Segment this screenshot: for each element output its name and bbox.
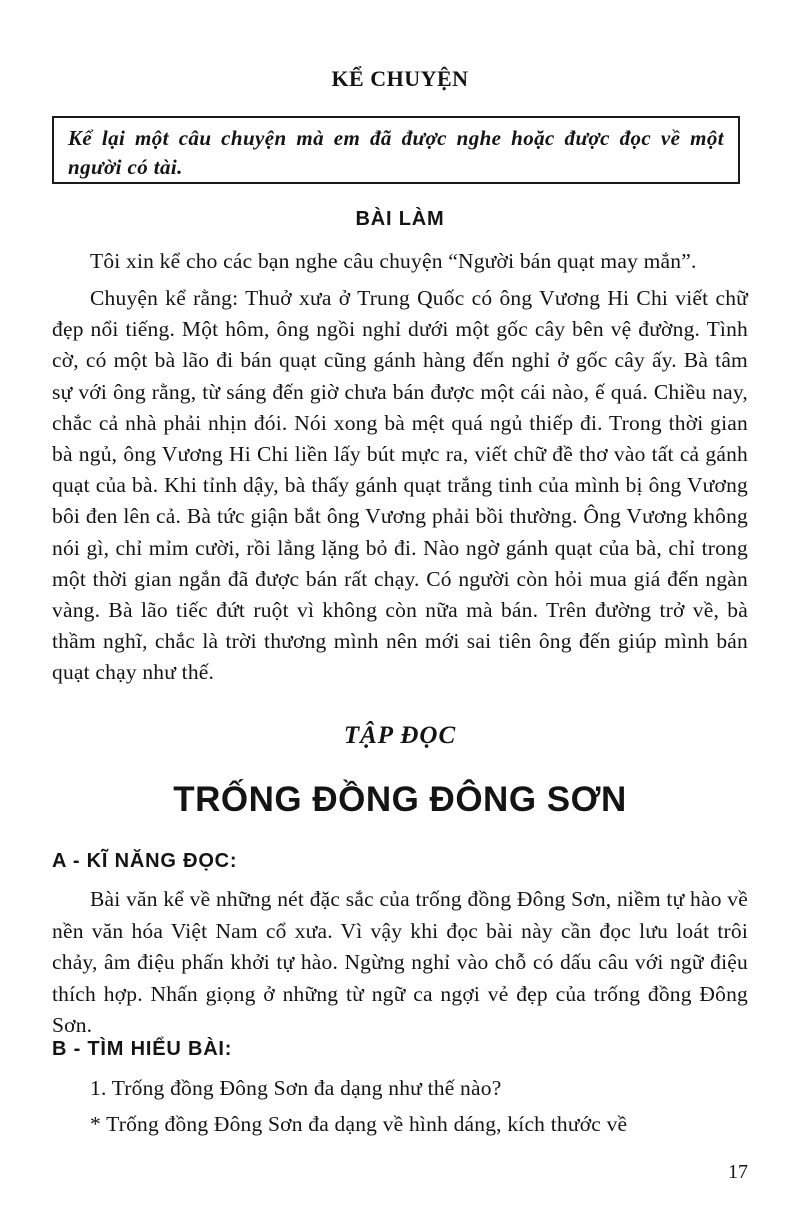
story-body-paragraph: Chuyện kể rằng: Thuở xưa ở Trung Quốc có ông Vương Hi Chi viết chữ đẹp nổi tiếng. Một hôm, ông ngồi nghỉ dưới một gốc cây bên vệ đường. Tình cờ, có một bà lão đi bán quạt cũng gánh hàng đến nghỉ ở gốc cây ấy. Bà tâm sự với ông rằng, từ sáng đến giờ chưa bán được một cái nào, ế quá. Chiều nay, chắc cả nhà phải nhịn đói. Nói xong bà mệt quá ngủ thiếp đi. Trong thời gian bà ngủ, ông Vương Hi Chi liền lấy bút mực ra, viết chữ đề thơ vào tất cả gánh quạt của bà. Khi tỉnh dậy, bà thấy gánh quạt trắng tinh của mình bị ông Vương bôi đen lên cả. Bà tức giận bắt ông Vương phải bồi thường. Ông Vương không nói gì, chỉ mỉm cười, rồi lẳng lặng bỏ đi. Nào ngờ gánh quạt của bà, chỉ trong một thời gian ngắn đã được bán rất chạy. Có người còn hỏi mua giá đến ngàn vàng. Bà lão tiếc đứt ruột vì không còn nữa mà bán. Trên đường trở về, bà thầm nghĩ, chắc là trời thương mình nên mới sai tiên ông đến giúp mình bán quạt chạy như thế. (52, 286, 748, 685)
question-1: 1. Trống đồng Đông Sơn đa dạng như thế nào? (90, 1076, 502, 1100)
part-a-heading: A - KĨ NĂNG ĐỌC: (52, 850, 238, 872)
part-b-heading: B - TÌM HIỂU BÀI: (52, 1038, 233, 1060)
answer-1: * Trống đồng Đông Sơn đa dạng về hình dáng, kích thước về (90, 1112, 628, 1136)
task-prompt-box: Kể lại một câu chuyện mà em đã được nghe hoặc được đọc về một người có tài. (52, 116, 740, 184)
answer-heading: BÀI LÀM (355, 208, 445, 230)
story-intro-paragraph: Tôi xin kể cho các bạn nghe câu chuyện “Người bán quạt may mắn”. (90, 249, 697, 273)
lesson-title: TRỐNG ĐỒNG ĐÔNG SƠN (173, 780, 627, 819)
part-a-paragraph: Bài văn kể về những nét đặc sắc của trống đồng Đông Sơn, niềm tự hào về nền văn hóa Việt Nam cổ xưa. Vì vậy khi đọc bài này cần đọc lưu loát trôi chảy, âm điệu phấn khởi tự hào. Ngừng nghỉ vào chỗ có dấu câu với ngữ điệu thích hợp. Nhấn giọng ở những từ ngữ ca ngợi vẻ đẹp của trống đồng Đông Sơn. (52, 887, 748, 1037)
section-label-tap-doc: TẬP ĐỌC (343, 722, 457, 749)
page-number: 17 (728, 1161, 748, 1183)
section-heading-ke-chuyen: KỂ CHUYỆN (331, 66, 469, 91)
